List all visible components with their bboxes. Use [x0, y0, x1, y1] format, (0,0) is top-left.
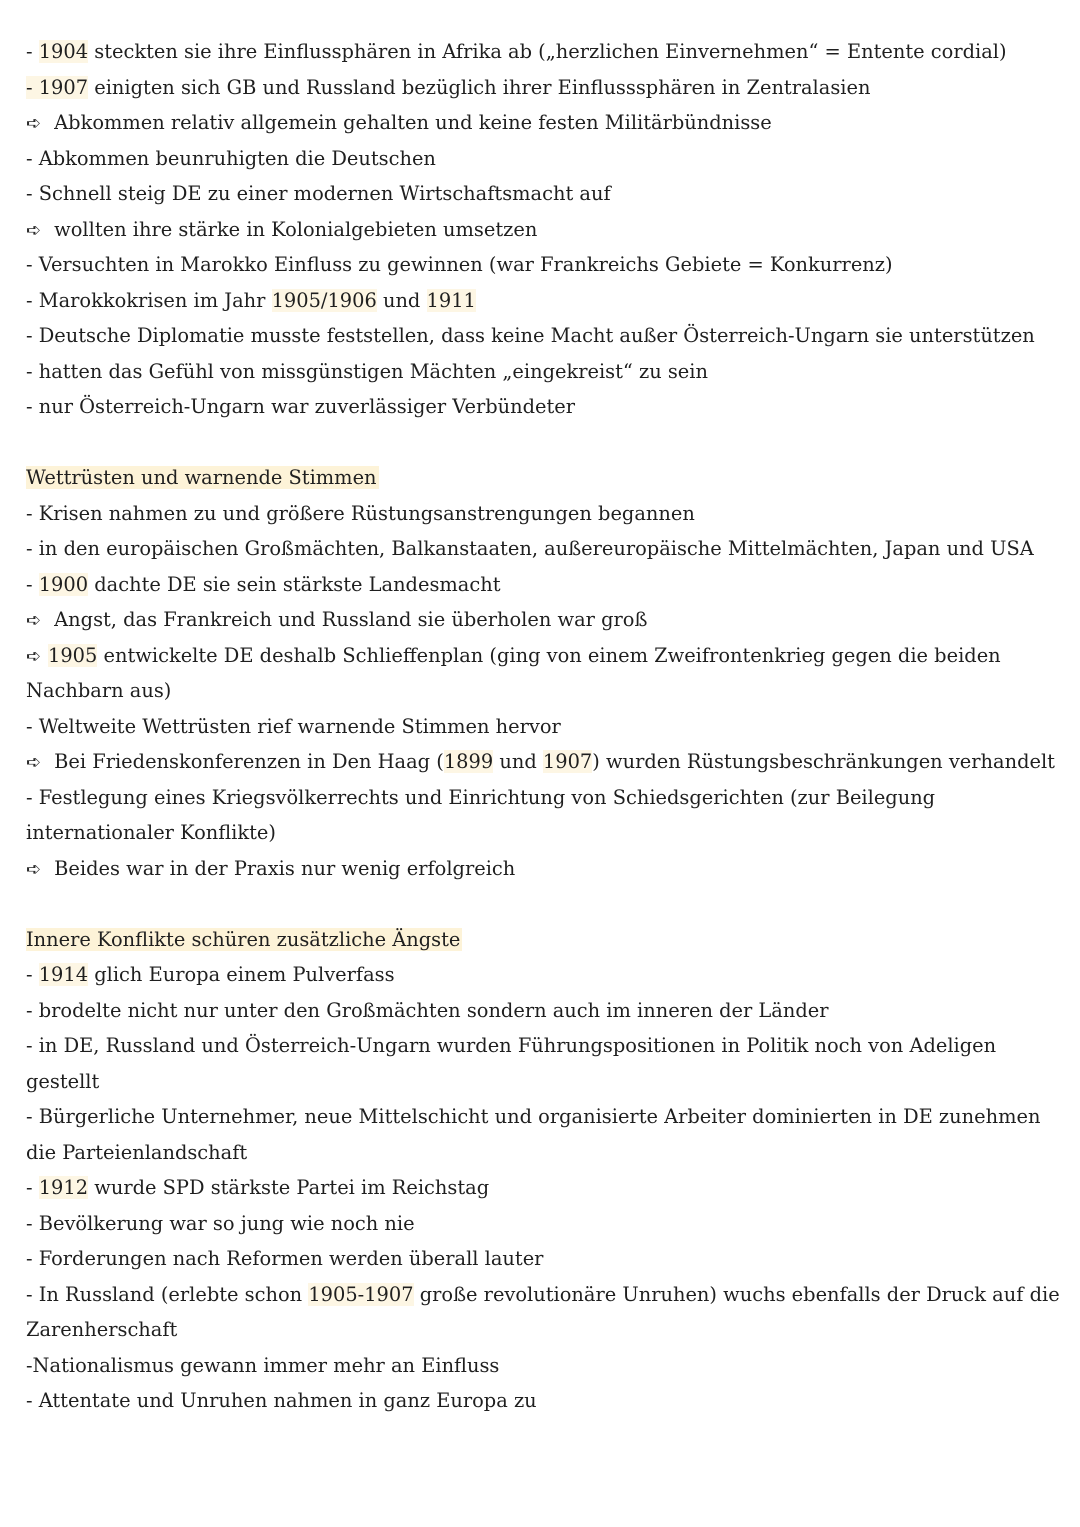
year-highlight: 1905 [48, 643, 98, 667]
note-line: - nur Österreich-Ungarn war zuverlässiger Verbündeter [26, 395, 576, 418]
year-highlight: 1905/1906 [271, 288, 377, 312]
note-line: - Krisen nahmen zu und größere Rüstungsanstrengungen begannen [26, 501, 695, 525]
year-highlight: 1914 [38, 963, 89, 986]
note-line: - Versuchten in Marokko Einfluss zu gewinnen (war Frankreichs Gebiete = Konkurrenz) [26, 253, 893, 276]
section-heading: Innere Konflikte schüren zusätzliche Ängste [26, 927, 461, 951]
note-line-continued: internationaler Konflikte) [26, 821, 276, 844]
section-heading: Wettrüsten und warnende Stimmen [26, 466, 377, 489]
arrow-right-icon: ➪ [26, 113, 42, 134]
note-line: - In Russland (erlebte schon 1905-1907 große revolutionäre Unruhen) wuchs ebenfalls der Druck auf die [26, 1282, 1060, 1306]
note-line-continued: Zarenherschaft [26, 1318, 178, 1341]
year-highlight: 1904 [38, 40, 89, 63]
note-line: - Deutsche Diplomatie musste feststellen, dass keine Macht außer Österreich-Ungarn sie unterstützen [26, 324, 1035, 347]
note-line: - brodelte nicht nur unter den Großmächten sondern auch im inneren der Länder [26, 998, 829, 1022]
note-line-continued: die Parteienlandschaft [26, 1140, 248, 1164]
note-line: - in DE, Russland und Österreich-Ungarn wurden Führungspositionen in Politik noch von Adeligen [26, 1034, 997, 1057]
note-line: - 1912 wurde SPD stärkste Partei im Reichstag [26, 1176, 490, 1199]
year-highlight: 1911 [426, 288, 476, 312]
note-line: ➪ wollten ihre stärke in Kolonialgebieten umsetzen [26, 212, 1066, 248]
note-line: - 1907 einigten sich GB und Russland bezüglich ihrer Einflusssphären in Zentralasien [26, 75, 871, 99]
arrow-right-icon: ➪ [26, 219, 42, 241]
year-highlight: 1905-1907 [308, 1282, 414, 1306]
note-line: -Nationalismus gewann immer mehr an Einfluss [26, 1353, 500, 1377]
note-line-continued: gestellt [26, 1069, 100, 1093]
year-highlight: 1899 [443, 750, 494, 773]
note-line: - Festlegung eines Kriegsvölkerrechts und Einrichtung von Schiedsgerichten (zur Beilegung [26, 785, 936, 809]
arrow-right-icon: ➪ [26, 752, 42, 773]
note-line: ➪ Beides war in der Praxis nur wenig erfolgreich [26, 851, 1066, 887]
note-line: - in den europäischen Großmächten, Balkanstaaten, außereuropäische Mittelmächten, Japan und USA [26, 537, 1034, 560]
note-line: - Weltweite Wettrüsten rief warnende Stimmen hervor [26, 714, 561, 738]
note-line: ➪ Bei Friedenskonferenzen in Den Haag (1899 und 1907) wurden Rüstungsbeschränkungen verhandelt [26, 744, 1066, 780]
note-line: - Abkommen beunruhigten die Deutschen [26, 146, 436, 170]
note-line: ➪ Angst, das Frankreich und Russland sie überholen war groß [26, 602, 1066, 638]
arrow-right-icon: ➪ [26, 610, 42, 631]
note-line: - Attentate und Unruhen nahmen in ganz Europa zu [26, 1389, 537, 1412]
note-line-continued: Nachbarn aus) [26, 679, 172, 702]
note-line: - 1904 steckten sie ihre Einflussphären in Afrika ab („herzlichen Einvernehmen“ = Entente cordial) [26, 40, 1007, 63]
year-highlight: 1900 [38, 572, 89, 596]
note-line: ➪ 1905 entwickelte DE deshalb Schlieffenplan (ging von einem Zweifrontenkrieg gegen die beiden [26, 638, 1066, 674]
arrow-right-icon: ➪ [26, 645, 42, 667]
year-highlight: 1912 [38, 1176, 89, 1199]
note-line: - Marokkokrisen im Jahr 1905/1906 und 1911 [26, 288, 476, 312]
note-line: - Bürgerliche Unternehmer, neue Mittelschicht und organisierte Arbeiter dominierten in DE zunehmen [26, 1105, 1041, 1128]
note-line: - 1900 dachte DE sie sein stärkste Landesmacht [26, 572, 501, 596]
note-line: ➪ Abkommen relativ allgemein gehalten und keine festen Militärbündnisse [26, 105, 1066, 141]
note-line: - 1914 glich Europa einem Pulverfass [26, 963, 395, 986]
notes-page [26, 34, 1066, 1419]
note-line: - Forderungen nach Reformen werden überall lauter [26, 1247, 544, 1270]
year-highlight: 1907 [542, 750, 593, 773]
note-line: - Bevölkerung war so jung wie noch nie [26, 1211, 415, 1235]
year-highlight: - 1907 [26, 75, 89, 99]
note-line: - Schnell steig DE zu einer modernen Wirtschaftsmacht auf [26, 182, 611, 205]
note-line: - hatten das Gefühl von missgünstigen Mächten „eingekreist“ zu sein [26, 359, 708, 383]
arrow-right-icon: ➪ [26, 858, 42, 880]
